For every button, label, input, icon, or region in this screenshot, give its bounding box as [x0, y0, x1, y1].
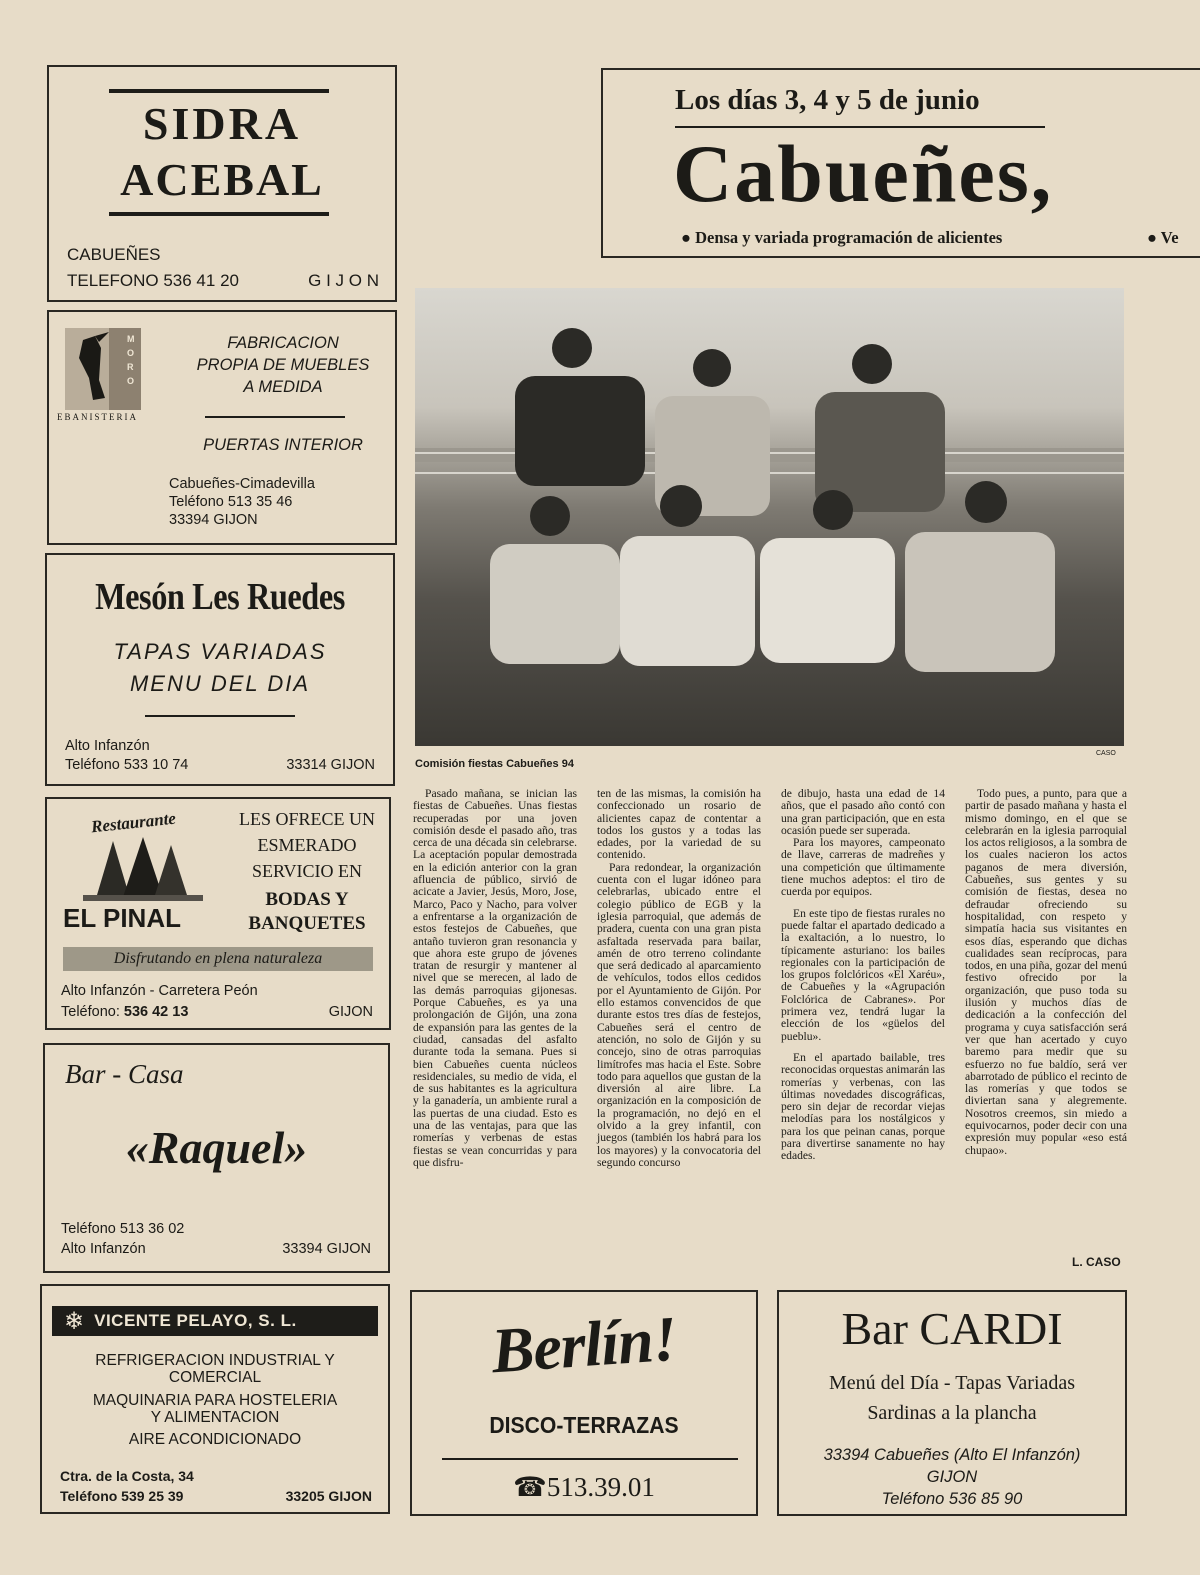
moro-addr2: Teléfono 513 35 46: [169, 494, 293, 510]
raquel-addr: Alto Infanzón: [61, 1241, 146, 1257]
headline-kicker: Los días 3, 4 y 5 de junio: [675, 84, 980, 116]
top-rule: [109, 89, 329, 93]
berlin-sub: DISCO-TERRAZAS: [489, 1412, 679, 1438]
meson-phone: Teléfono 533 10 74: [65, 757, 189, 773]
pelayo-l4: Y ALIMENTACION: [150, 1409, 280, 1426]
acebal-title: ACEBAL: [120, 154, 324, 205]
article-paragraph: Para redondear, la organización cuenta con el lugar idóneo para celebrarlas, ubicado entre el colegio público de EGB y la iglesia parroquial, que además de pradera, cuenta con una gran pista asfaltada reservada para bailar, amén de otro terreno colindante que será dedicado al aparcamiento de vehículos, todos ellos cedidos por el Ayuntamiento de Gijón. Por ello estamos convencidos de que durante estos tres días de festejos, Cabueñes será el centro de atención, no solo de Gijón y su concejo, sino de otras parroquias limítrofes mas hacia el Este. Sobre todo para aquellos que gustan de la diversión al aire libre. La organización en la composición de la programación, no dejó en el olvido a la grey infantil, con juegos (también los habrá para los los mayores) y la convocatoria del segundo concurso: [597, 860, 761, 1169]
ad-el-pinal: [45, 797, 391, 1030]
pinal-script: Restaurante: [90, 808, 177, 837]
pelayo-name: VICENTE PELAYO, S. L.: [94, 1311, 297, 1330]
cardi-l1: Menú del Día - Tapas Variadas: [828, 1372, 1076, 1394]
pelayo-l1: REFRIGERACION INDUSTRIAL Y: [95, 1352, 335, 1369]
cardi-l3: 33394 Cabueñes (Alto El Infanzón): [823, 1446, 1081, 1464]
raquel-name: «Raquel»: [125, 1122, 308, 1173]
cardi-l2: Sardinas a la plancha: [867, 1402, 1037, 1424]
raquel-contact-row: [61, 1241, 371, 1257]
headline-sub1: Densa y variada programación de alicientes: [695, 228, 1003, 247]
ad-meson-les-ruedes: [45, 553, 395, 786]
article-paragraph: de dibujo, hasta una edad de 14 años, que el pasado año contó con una gran participación, que en esta ocasión puede ser superada.: [781, 787, 945, 837]
moro-line2: PROPIA DE MUEBLES: [196, 356, 370, 374]
ad-vicente-pelayo: [40, 1284, 390, 1514]
phone-icon: ☎: [513, 1472, 547, 1502]
pelayo-banner: [52, 1306, 378, 1336]
article-paragraph: Todo pues, a punto, para que a partir de pasado mañana y hasta el mismo domingo, en el que se celebrarán en la iglesia parroquial los actos religiosos, a la sombra de los cuales nacieron los actos paganos de mera diversión, Cabueñes, sus gentes y su comisión de fiestas, desea no defraudar ofreciendo su hospitalidad, con respeto y simpatía hacia sus visitantes en esos días, esperando que dichas cualidades sean recíprocas, para todos, en una piña, gozar del menú festivo ofrecido por la organización, que puso toda su ilusión y muchos días de dedicación a la confección del programa y cuya satisfacción será ver que han acertado y cuyo baremo para medir que su esfuerzo no fue baldío, será ver abarrotado de público el recinto de las romerías y que todos se diviertan sana y alegremente. Nosotros creemos, sin miedo a equivocarnos, poder decir con una expresión muy popular «eso está chupao».: [965, 787, 1127, 1157]
article-col-3: [781, 788, 945, 1163]
berlin-name: Berlín!: [489, 1302, 679, 1387]
meson-line2: MENU DEL DIA: [129, 671, 311, 696]
moro-divider: [205, 416, 345, 418]
pinal-banner: Disfrutando en plena naturaleza: [63, 947, 373, 971]
moro-addr1: Cabueñes-Cimadevilla: [169, 476, 315, 492]
headline-sub2-wrap: ● Ve: [1147, 228, 1179, 247]
cardi-l4: GIJON: [926, 1468, 978, 1486]
pelayo-contact-row: [60, 1488, 372, 1504]
sidra-place: CABUEÑES: [67, 245, 161, 264]
pine-trees-icon: [83, 835, 203, 905]
article-col-4: [965, 788, 1127, 1157]
raquel-city: 33394 GIJON: [282, 1241, 371, 1257]
pelayo-city: 33205 GIJON: [285, 1488, 372, 1504]
article-byline: L. CASO: [1072, 1255, 1121, 1269]
pelayo-l3: MAQUINARIA PARA HOSTELERIA: [92, 1392, 338, 1409]
berlin-phone-wrap: [412, 1472, 756, 1503]
pinal-r5: BANQUETES: [248, 913, 366, 934]
moro-line1: FABRICACION: [227, 334, 339, 352]
sidra-title: SIDRA: [142, 98, 302, 149]
moro-logo: [65, 328, 141, 410]
pinal-contact-row: [61, 1004, 373, 1020]
committee-photo: [415, 288, 1124, 746]
article-paragraph: En el apartado bailable, tres reconocidas orquestas animarán las romerías y verbenas, con las últimas novedades discográficas, pero sin dejar de recordar viejas melodías para los nostálgicos y para los que peinan canas, porque para divertirse sanamente no hay edades.: [781, 1050, 945, 1163]
pelayo-l2: COMERCIAL: [168, 1369, 262, 1386]
moro-addr3: 33394 GIJON: [169, 512, 258, 528]
meson-addr: Alto Infanzón: [65, 738, 150, 754]
pelayo-l5: AIRE ACONDICIONADO: [128, 1431, 302, 1448]
ad-sidra-acebal: [47, 65, 397, 302]
ad-bar-cardi: [777, 1290, 1127, 1516]
meson-title: Mesón Les Ruedes: [95, 576, 345, 618]
article-paragraph: ten de las mismas, la comisión ha confeccionado un rosario de alicientes capaz de contentar a todos los gustos y a todas las edades, por la variedad de su contenido.: [597, 787, 761, 862]
meson-line1: TAPAS VARIADAS: [113, 639, 327, 664]
article-paragraph: Pasado mañana, se inician las fiestas de Cabueñes. Unas fiestas recuperadas por una joven comisión desde el pasado año, tras cerca de una década sin celebrarse. La aceptación popular demostrada en la edición anterior con la gran afluencia de público, sirvió de acicate a Javier, Jesús, Moro, Jose, Marco, Paco y Nacho, para volver a enfrentarse a la organización de estos festejos de Cabueñes, que antaño tuvieron gran resonancia y que ahora este grupo de jóvenes tratan de resurgir y mantener al nivel que se merecen, al lado de las demás parroquias gijonesas. Porque Cabueñes, es ya una prolongación de Gijón, una zona de expansión para las gentes de la ciudad, cansadas del asfalto durante toda la semana. Pues si bien Cabueñes cuenta núcleos residenciales, su medio de vida, el de sus habitantes es la agricultura y la ganadería, un ambiente rural a las puertas de una ciudad. Esto es una de las ventajas, para que las romerías y verbenas de estas fiestas se vean concurridas y para que disfru-: [413, 787, 577, 1169]
photo-caption: Comisión fiestas Cabueñes 94: [415, 758, 574, 770]
meson-divider: [145, 715, 295, 717]
moro-logo-caption: EBANISTERIA: [57, 412, 138, 422]
pinal-city: GIJON: [328, 1004, 373, 1020]
headline-sub2: Ve: [1160, 228, 1179, 247]
pelayo-addr: Ctra. de la Costa, 34: [60, 1468, 194, 1484]
pinal-phone: 536 42 13: [123, 1004, 189, 1020]
pinal-r3: SERVICIO EN: [251, 861, 363, 881]
cardi-l5: Teléfono 536 85 90: [881, 1490, 1023, 1508]
snowflake-icon: ❄: [64, 1308, 85, 1335]
bottom-rule: [109, 212, 329, 216]
group-silhouette: [415, 288, 1124, 746]
pinal-r4: BODAS Y: [265, 889, 349, 910]
berlin-divider: [442, 1458, 738, 1460]
pelayo-phone: Teléfono 539 25 39: [60, 1488, 184, 1504]
berlin-phone: 513.39.01: [546, 1472, 655, 1502]
raquel-title: Bar - Casa: [65, 1059, 184, 1089]
pinal-addr: Alto Infanzón - Carretera Peón: [61, 983, 258, 999]
photo-credit: CASO: [1096, 750, 1116, 757]
raquel-phone: Teléfono 513 36 02: [61, 1221, 185, 1237]
meson-contact-row: [65, 757, 375, 773]
sidra-contact-row: [67, 271, 379, 291]
article-paragraph: En este tipo de fiestas rurales no puede faltar el apartado dedicado a la exaltación, a lo nuestro, lo típicamente asturiano: los bailes regionales con la participación de los grupos folclóricos «El Xaréu», de Cabueñes y la «Agrupación Folclórica de Cabranes». Por primera vez, tendrá lugar la elección de los «güelos del pueblu».: [781, 906, 945, 1043]
headline-title: Cabueñes,: [673, 128, 1054, 219]
headline-box: [601, 68, 1200, 258]
moro-logo-word: MORO: [127, 334, 135, 386]
meson-city: 33314 GIJON: [286, 757, 375, 773]
pinal-r2: ESMERADO: [257, 835, 357, 855]
ad-bar-casa-raquel: [43, 1043, 390, 1273]
pinal-r1: LES OFRECE UN: [238, 809, 375, 829]
ad-berlin: [410, 1290, 758, 1516]
sidra-phone: TELEFONO 536 41 20: [67, 271, 239, 290]
moro-line3: A MEDIDA: [243, 378, 323, 396]
article-paragraph: Para los mayores, campeonato de llave, carreras de madreñes y una competición que últimamente tiene muchos adeptos: el tiro de cuerda por equipos.: [781, 836, 945, 899]
article-col-2: [597, 788, 761, 1169]
ad-moro-ebanisteria: [47, 310, 397, 545]
pinal-phone-wrap: [61, 1004, 188, 1020]
moro-line4: PUERTAS INTERIOR: [203, 436, 363, 454]
sidra-city: G I J O N: [308, 271, 379, 290]
article-col-1: [413, 788, 577, 1169]
cardi-title: Bar CARDI: [841, 1303, 1063, 1354]
pinal-phone-label: Teléfono:: [61, 1004, 120, 1020]
pinal-name: EL PINAL: [63, 903, 181, 933]
headline-sub1-wrap: ● Densa y variada programación de alicientes: [681, 228, 1003, 247]
